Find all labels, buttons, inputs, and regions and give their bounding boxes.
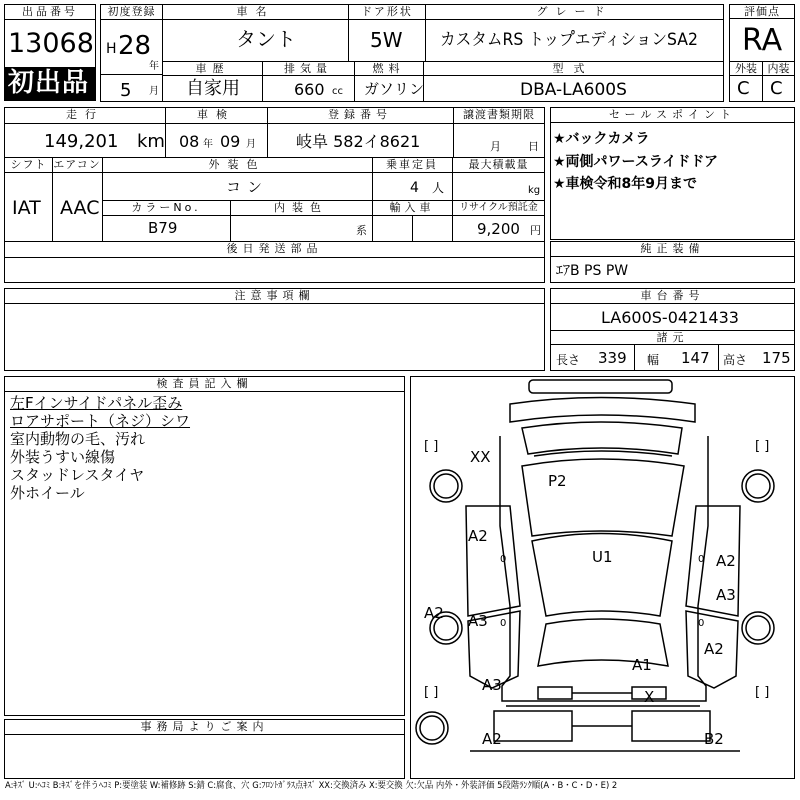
car-name-label: 車名: [164, 5, 347, 19]
history: 自家用: [186, 78, 240, 99]
door-type-label: ドア形状: [349, 5, 425, 19]
mark-a1: A1: [632, 656, 652, 674]
registration-month: 5: [120, 80, 132, 101]
inspector-line-2: ロアサポート（ネジ）シワ: [10, 412, 191, 430]
mark-xx: XX: [470, 448, 491, 466]
fuel-label: 燃料: [355, 62, 422, 75]
bracket-tl: [ ]: [424, 439, 439, 454]
model: DBA-LA600S: [520, 80, 627, 100]
shift: IAT: [12, 197, 41, 219]
recycle: 9,200: [477, 220, 520, 238]
height: 175: [762, 349, 791, 367]
plate: 岐阜 582イ8621: [296, 132, 421, 151]
notes-label: 注意事項欄: [5, 289, 544, 304]
width: 147: [681, 349, 710, 367]
zero-right-2: 0: [698, 618, 705, 629]
first-time-badge-text: 初出品: [8, 68, 90, 98]
inspection-label: 車検: [166, 108, 266, 123]
lot-number-label: 出品番号: [5, 5, 95, 20]
grade: カスタムRS トップ゚エディションSA2: [440, 30, 698, 50]
parts-label: 後日発送部品: [6, 242, 543, 257]
era: H: [106, 41, 117, 57]
mark-a2-right-rear: A2: [704, 640, 724, 658]
zero-left-1: 0: [500, 554, 507, 565]
mark-a2-right-front: A2: [716, 552, 736, 570]
bracket-tr: [ ]: [755, 439, 770, 454]
inspection-month: 09: [220, 132, 241, 151]
ac-label: エアコン: [53, 158, 101, 171]
length: 339: [598, 349, 627, 367]
chassis-number: LA600S-0421433: [601, 308, 739, 327]
history-label: 車歴: [164, 62, 261, 75]
sales-point-label: セールスポイント: [551, 108, 794, 123]
inspector-line-1: 左Fインサイドパネル歪み: [10, 394, 183, 412]
inspector-line-5: スタッドレスタイヤ: [10, 466, 145, 484]
load-label: 最大積載量: [453, 158, 544, 172]
bracket-br: [ ]: [755, 685, 770, 700]
inspector-line-3: 室内動物の毛、汚れ: [10, 430, 146, 448]
sales-point-box: [550, 107, 795, 240]
zero-left-2: 0: [500, 618, 507, 629]
sales-point-1: ★バックカメラ: [553, 131, 650, 147]
color: コン: [226, 178, 269, 196]
interior-color-label: 内装色: [231, 201, 371, 215]
shift-label: シフト: [6, 158, 51, 172]
first-registration-label: 初度登録: [101, 5, 162, 20]
mark-a3-rear: A3: [482, 676, 502, 694]
sales-point-2: ★両側パワースライドドア: [553, 154, 719, 170]
capacity: 4: [410, 180, 419, 196]
width-label: 幅: [647, 353, 660, 367]
displacement-label: 排気量: [263, 62, 353, 75]
interior-color-unit: 系: [356, 224, 367, 237]
model-label: 型式: [424, 62, 723, 75]
equipment: ｴｱB PS PW: [556, 263, 629, 279]
mark-u1: U1: [592, 548, 613, 566]
bracket-bl: [ ]: [424, 685, 439, 700]
chassis-label: 車台番号: [551, 289, 794, 304]
grade-label: グレード: [426, 5, 723, 19]
office-label: 事務局よりご案内: [5, 720, 404, 735]
mark-a3-right: A3: [716, 586, 736, 604]
interior-label: 内装: [763, 62, 794, 75]
ac: AAC: [60, 197, 100, 219]
zero-right-1: 0: [698, 554, 705, 565]
mark-a2-left-side: A2: [424, 604, 444, 622]
transfer-day-unit: 日: [528, 140, 539, 153]
recycle-unit: 円: [530, 224, 541, 237]
color-label: 外装色: [103, 158, 371, 172]
legend: A:ｷｽﾞ U:ﾍｺﾐ B:ｷｽﾞを伴うﾍｺﾐ P:要塗装 W:補修跡 S:錆 C:腐食、穴 G:ﾌﾛﾝﾄｶﾞﾗｽ点ｷｽﾞ XX:交換済み X:要交換 欠:欠品 内外・外装評価 5段階ﾗﾝｸ順(A・B・C・D・E) 2: [5, 781, 618, 791]
displacement-unit: cc: [332, 86, 343, 97]
mileage: 149,201: [44, 131, 119, 152]
color-no-label: カラーNo.: [103, 201, 229, 215]
specs-label: 諸元: [551, 331, 794, 345]
inspector-line-6: 外ホイール: [10, 484, 85, 502]
mark-a2-bottom: A2: [482, 730, 502, 748]
month-unit: 月: [149, 86, 159, 97]
recycle-label: リサイクル預託金: [453, 201, 544, 215]
car-name: タント: [236, 27, 296, 51]
inspection-month-unit: 月: [246, 139, 256, 150]
fuel: ガソリン: [364, 80, 425, 98]
mark-x: X: [644, 688, 655, 706]
displacement: 660: [294, 80, 325, 99]
transfer-month-unit: 月: [490, 140, 501, 153]
interior-rating: C: [770, 78, 783, 99]
capacity-unit: 人: [432, 181, 445, 195]
load-unit: kg: [528, 185, 541, 196]
door-type: 5W: [370, 28, 403, 52]
exterior-rating: C: [737, 78, 750, 99]
mileage-unit: km: [137, 131, 165, 152]
inspector-label: 検査員記入欄: [5, 377, 404, 392]
inspection-year-unit: 年: [203, 139, 213, 150]
rating: RA: [742, 23, 783, 58]
mark-a2-left-front: A2: [468, 527, 488, 545]
mark-a3-left: A3: [468, 612, 488, 630]
import-label: 輸入車: [373, 201, 451, 215]
plate-label: 登録番号: [268, 108, 452, 123]
mileage-label: 走行: [6, 108, 164, 123]
transfer-label: 譲渡書類期限: [454, 108, 544, 123]
inspector-line-4: 外装うすい線傷: [10, 448, 116, 466]
rating-label: 評価点: [730, 5, 794, 19]
sales-point-3: ★車検令和8年9月まで: [553, 176, 698, 192]
mark-p2: P2: [548, 472, 567, 490]
length-label: 長さ: [556, 353, 581, 367]
mark-b2: B2: [704, 730, 724, 748]
equipment-label: 純正装備: [551, 242, 794, 257]
exterior-label: 外装: [731, 62, 761, 75]
year-unit: 年: [149, 61, 159, 72]
inspection-year: 08: [179, 132, 200, 151]
registration-year: 28: [118, 31, 152, 61]
capacity-label: 乗車定員: [373, 158, 451, 172]
car-damage-diagram: [410, 376, 795, 779]
height-label: 高さ: [723, 353, 748, 367]
color-no: B79: [148, 219, 178, 237]
lot-number: 13068: [8, 28, 94, 59]
